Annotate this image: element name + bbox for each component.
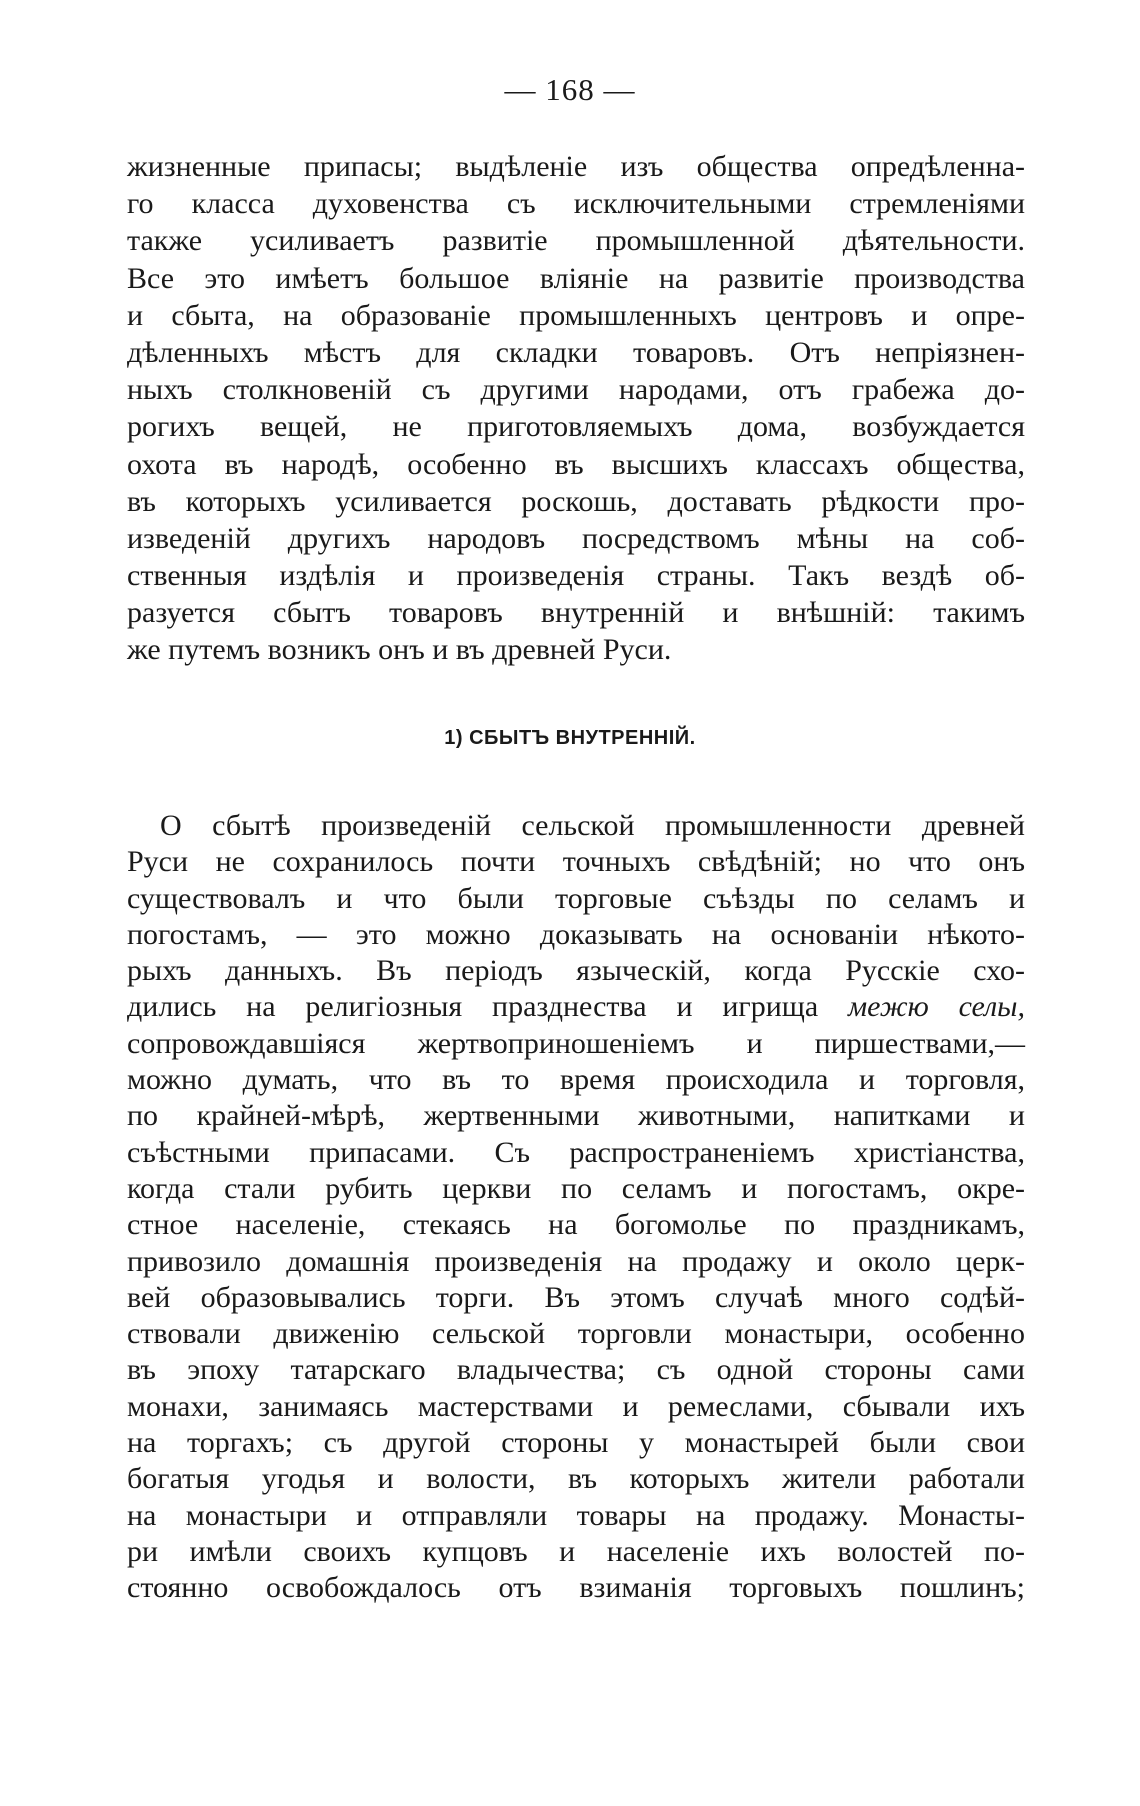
text-line-part: дились на религіозныя празднества и игрища [127,990,819,1024]
text-line: въ которыхъ усиливается роскошь, доставать рѣдкости про- [127,484,1025,518]
paragraph-intro [127,148,1025,669]
text-line: ственныя издѣлія и произведенія страны. Такъ вездѣ об- [127,559,1025,593]
text-line: монахи, занимаясь мастерствами и ремеслами, сбывали ихъ [127,1389,1025,1423]
text-line: ри имѣли своихъ купцовъ и населеніе ихъ волостей по- [127,1534,1025,1568]
text-line-with-italic [127,989,1025,1025]
text-line: дѣленныхъ мѣстъ для складки товаровъ. Отъ непріязнен- [127,335,1025,369]
text-line: богатыя угодья и волости, въ которыхъ жители работали [127,1462,1025,1496]
text-line: вей образовывались торги. Въ этомъ случаѣ много содѣй- [127,1280,1025,1314]
text-line: по крайней-мѣрѣ, жертвенными животными, напитками и [127,1099,1025,1133]
text-line: рогихъ вещей, не приготовляемыхъ дома, возбуждается [127,410,1025,444]
text-line: привозило домашнія произведенія на продажу и около церк- [127,1244,1025,1278]
text-line: жизненные припасы; выдѣленіе изъ общества опредѣленна- [127,150,1025,183]
text-line: когда стали рубить церкви по селамъ и погостамъ, окре- [127,1171,1025,1205]
text-line: и сбыта, на образованіе промышленныхъ центровъ и опре- [127,298,1025,332]
text-line: съѣстными припасами. Съ распространеніемъ христіанства, [127,1135,1025,1169]
text-line: охота въ народѣ, особенно въ высшихъ классахъ общества, [127,447,1025,481]
text-line: стное населеніе, стекаясь на богомолье по праздникамъ, [127,1208,1025,1242]
text-line: изведеній другихъ народовъ посредствомъ мѣны на соб- [127,521,1025,555]
text-line: рыхъ данныхъ. Въ періодъ языческій, когда Русскіе схо- [127,954,1025,988]
text-line: Руси не сохранилось почти точныхъ свѣдѣній; но что онъ [127,845,1025,879]
paragraph-main [127,808,1025,1607]
text-line: въ эпоху татарскаго владычества; съ одной стороны сами [127,1353,1025,1387]
text-line: существовалъ и что были торговые съѣзды по селамъ и [127,881,1025,915]
text-line: сопровождавшіяся жертвоприношеніемъ и пиршествами,— [127,1026,1025,1060]
text-line: О сбытѣ произведеній сельской промышленности древней [160,809,1025,842]
text-line: Все это имѣетъ большое вліяніе на развитіе производства [127,261,1025,295]
text-line: на монастыри и отправляли товары на продажу. Монасты- [127,1498,1025,1532]
section-heading: 1) СБЫТЪ ВНУТРЕННІЙ. [444,727,696,749]
text-line: на торгахъ; съ другой стороны у монастырей были свои [127,1426,1025,1460]
text-line: ствовали движенію сельской торговли монастыри, особенно [127,1317,1025,1351]
text-line: же путемъ возникъ онъ и въ древней Руси. [127,633,672,667]
text-line: можно думать, что въ то время происходила и торговля, [127,1063,1025,1097]
italic-phrase: межю селы, [848,990,1026,1024]
text-line: ныхъ столкновеній съ другими народами, отъ грабежа до- [127,373,1025,407]
text-line: го класса духовенства съ исключительными стремленіями [127,187,1025,221]
text-line: стоянно освобождалось отъ взиманія торговыхъ пошлинъ; [127,1571,1025,1605]
text-line: разуется сбытъ товаровъ внутренній и внѣшній: такимъ [127,596,1025,630]
text-line: также усиливаетъ развитіе промышленной дѣятельности. [127,224,1025,258]
page-number: — 168 — [504,72,636,107]
text-line: погостамъ, — это можно доказывать на основаніи нѣкото- [127,917,1025,951]
